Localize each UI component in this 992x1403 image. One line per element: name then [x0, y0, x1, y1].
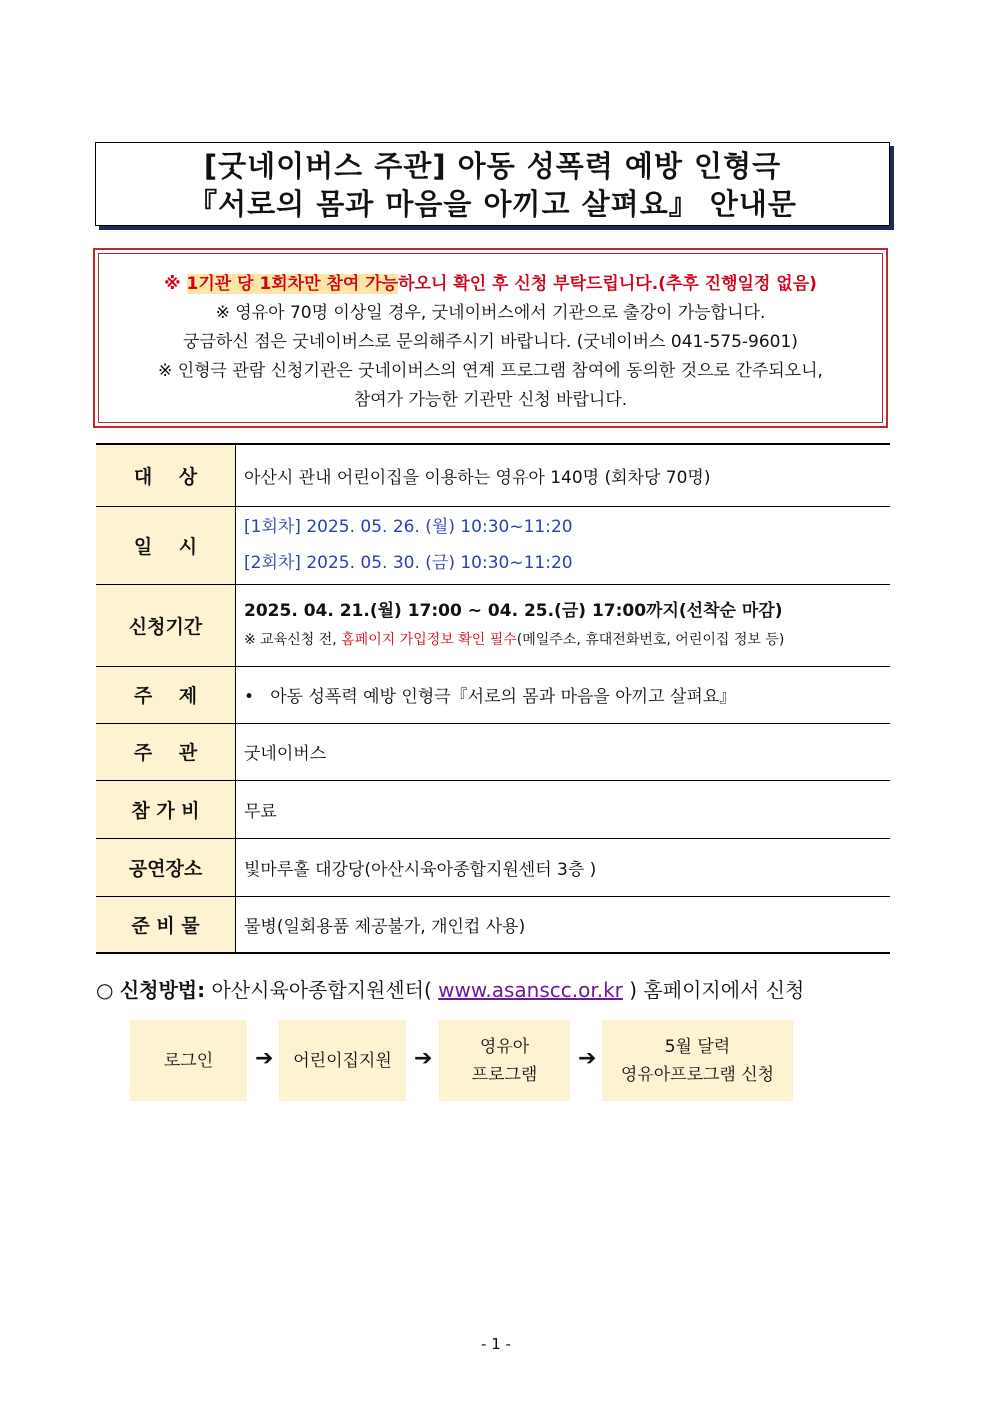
table-row-target	[96, 444, 890, 506]
table-row-theme	[96, 666, 890, 723]
notice-inner	[98, 253, 883, 423]
apply-label: 신청방법:	[119, 978, 206, 1002]
table-row-supplies	[96, 896, 890, 953]
page-number: - 1 -	[481, 1335, 511, 1353]
step-infant-program-line-2: 프로그램	[471, 1064, 538, 1085]
step-login-label: 로그인	[163, 1050, 214, 1071]
value-date	[236, 506, 891, 584]
label-supplies: 준 비 물	[96, 896, 236, 953]
label-theme: 주 제	[96, 666, 236, 723]
notice-line-3: 궁금하신 점은 굿네이버스로 문의해주시기 바랍니다. (굿네이버스 041-575-9601)	[183, 332, 798, 352]
value-target: 아산시 관내 어린이집을 이용하는 영유아 140명 (회차당 70명)	[236, 444, 891, 506]
apply-method	[96, 974, 804, 1003]
value-supplies: 물병(일회용품 제공불가, 개인컵 사용)	[236, 896, 891, 953]
notice-line-4: ※ 인형극 관람 신청기관은 굿네이버스의 연계 프로그램 참여에 동의한 것으로 간주되오니,	[158, 361, 823, 381]
table-row-host	[96, 723, 890, 780]
step-daycare-support-label: 어린이집지원	[293, 1050, 392, 1071]
title-line-1: [굿네이버스 주관] 아동 성폭력 예방 인형극	[203, 149, 782, 183]
table-row-venue	[96, 838, 890, 896]
notice-line-5: 참여가 가능한 기관만 신청 바랍니다.	[353, 390, 628, 410]
notice-line-2: ※ 영유아 70명 이상일 경우, 굿네이버스에서 기관으로 출강이 가능합니다.	[215, 303, 766, 323]
notice-mark: ※	[164, 274, 187, 294]
period-note-suffix: (메일주소, 휴대전화번호, 어린이집 정보 등)	[516, 632, 785, 648]
notice-highlight: 1기관 당 1회차만 참여 가능	[186, 274, 399, 294]
label-venue: 공연장소	[96, 838, 236, 896]
title-line-2: 『서로의 몸과 마음을 아끼고 살펴요』 안내문	[188, 187, 797, 221]
value-venue: 빛마루홀 대강당(아산시육아종합지원센터 3층 )	[236, 838, 891, 896]
title-box	[95, 142, 890, 226]
step-may-calendar-line-2: 영유아프로그램 신청	[620, 1064, 775, 1085]
website-link[interactable]: www.asanscc.or.kr	[438, 978, 623, 1002]
period-note-prefix: ※ 교육신청 전,	[244, 632, 342, 648]
step-may-calendar	[602, 1020, 793, 1101]
session-1: [1회차] 2025. 05. 26. (월) 10:30~11:20	[244, 517, 573, 537]
step-daycare-support	[279, 1020, 406, 1101]
notice-line-1	[99, 270, 882, 299]
arrow-icon: ➔	[578, 1046, 597, 1071]
info-table	[96, 443, 890, 954]
table-row-date	[96, 506, 890, 584]
value-host: 굿네이버스	[236, 723, 891, 780]
arrow-icon: ➔	[414, 1046, 433, 1071]
value-period	[236, 584, 891, 666]
period-note-red: 홈페이지 가입정보 확인 필수	[341, 632, 517, 648]
period-note	[244, 626, 889, 654]
step-infant-program-line-1: 영유아	[479, 1036, 530, 1057]
apply-text-before: 아산시육아종합지원센터(	[205, 978, 439, 1002]
circle-icon: ○	[96, 978, 120, 1002]
value-theme: • 아동 성폭력 예방 인형극『서로의 몸과 마음을 아끼고 살펴요』	[236, 666, 891, 723]
label-host: 주 관	[96, 723, 236, 780]
label-date: 일 시	[96, 506, 236, 584]
apply-text-after: ) 홈페이지에서 신청	[622, 978, 805, 1002]
session-2: [2회차] 2025. 05. 30. (금) 10:30~11:20	[244, 553, 573, 573]
step-infant-program	[439, 1020, 570, 1101]
value-fee: 무료	[236, 780, 891, 838]
period-main: 2025. 04. 21.(월) 17:00 ~ 04. 25.(금) 17:00까지(선착순 마감)	[244, 601, 783, 621]
step-login	[130, 1020, 247, 1101]
label-period: 신청기간	[96, 584, 236, 666]
label-fee: 참 가 비	[96, 780, 236, 838]
arrow-icon: ➔	[255, 1046, 274, 1071]
notice-rest: 하오니 확인 후 신청 부탁드립니다.(추후 진행일정 없음)	[398, 274, 817, 294]
notice-box	[93, 248, 888, 428]
label-target: 대 상	[96, 444, 236, 506]
step-may-calendar-line-1: 5월 달력	[664, 1036, 731, 1057]
table-row-fee	[96, 780, 890, 838]
table-row-period	[96, 584, 890, 666]
